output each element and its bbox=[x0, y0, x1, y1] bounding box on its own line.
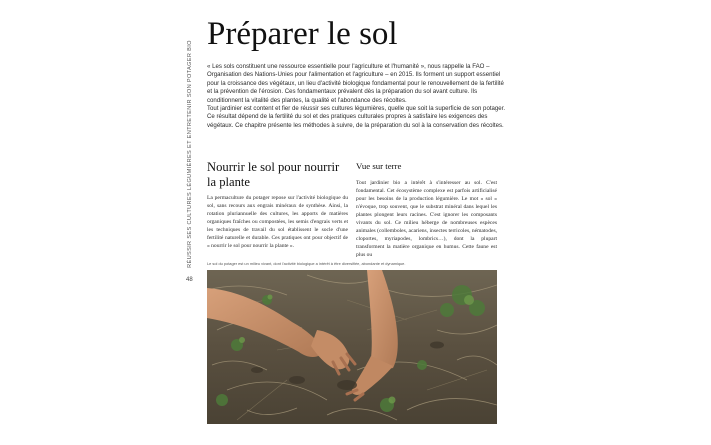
photo-caption: Le sol du potager est un milieu vivant, dont l'activité biologique a intérêt à être diversifiée, abondante et dynamique. bbox=[207, 261, 406, 266]
page-title: Préparer le sol bbox=[207, 16, 398, 52]
soil-hands-illustration bbox=[207, 270, 497, 424]
running-head bbox=[181, 13, 199, 295]
section-body-nourrir: La permaculture du potager repose sur l'activité biologique du sol, sans recours aux engrais minéraux de synthèse. Ainsi, la rotation pluriannuelle des cultures, les apports de matières organiques fraîches ou compostées, les semis d'engrais verts et les techniques de travail du sol établissent le socle d'une fertilité naturelle et durable. Ces pratiques ont pour objectif de « nourrir le sol pour nourrir la plante ». bbox=[207, 195, 348, 249]
section-heading-vue-sur-terre: Vue sur terre bbox=[356, 161, 402, 171]
intro-paragraph: « Les sols constituent une ressource essentielle pour l'agriculture et l'humanité », nous rappelle la FAO – Organisation des Nations-Unies pour l'alimentation et l'agriculture – en 2015. Ils forment un support essentiel pour la croissance des végétaux, un lieu d'activité biologique fondamental pour le renouvellement de la fertilité et la prévention de l'érosion. Ces fondamentaux prévalent dès la préparation du sol avant culture. Ils conditionnent la vitalité des plantes, la qualité et l'abondance des récoltes. bbox=[207, 63, 504, 104]
intro-paragraph: Tout jardinier est content et fier de réussir ses cultures légumières, quelle que soit la superficie de son potager. Ce résultat dépend de la fertilité du sol et des pratiques culturales propres à satisfaire les exigences des végétaux. Ce chapitre présente les méthodes à suivre, de la préparation du sol à la conservation des récoltes. bbox=[207, 105, 506, 129]
intro-text bbox=[207, 63, 507, 130]
page-number: 48 bbox=[186, 277, 193, 283]
section-heading-nourrir: Nourrir le sol pour nourrir la plante bbox=[207, 160, 340, 189]
soil-hands-photo bbox=[207, 270, 497, 424]
running-head-text: RÉUSSIR SES CULTURES LÉGUMIÈRES ET ENTRETENIR SON POTAGER BIO bbox=[187, 40, 193, 268]
section-body-vue-sur-terre: Tout jardinier bio a intérêt à s'intéresser au sol. C'est fondamental. Cet écosystème complexe est parfois artificialisé pour les besoins de la production légumière. Le mot « sol » n'évoque, trop souvent, que le substrat minéral dans lequel les plantes plongent leurs racines. C'est ignorer les composants vivants du sol. Ce milieu héberge de nombreuses espèces animales (collemboles, acariens, insectes terricoles, nématodes, cloportes, myriapodes, lombrics…), dont la plupart transforment la matière organique en humus. Cette faune est plus ou bbox=[356, 180, 497, 258]
